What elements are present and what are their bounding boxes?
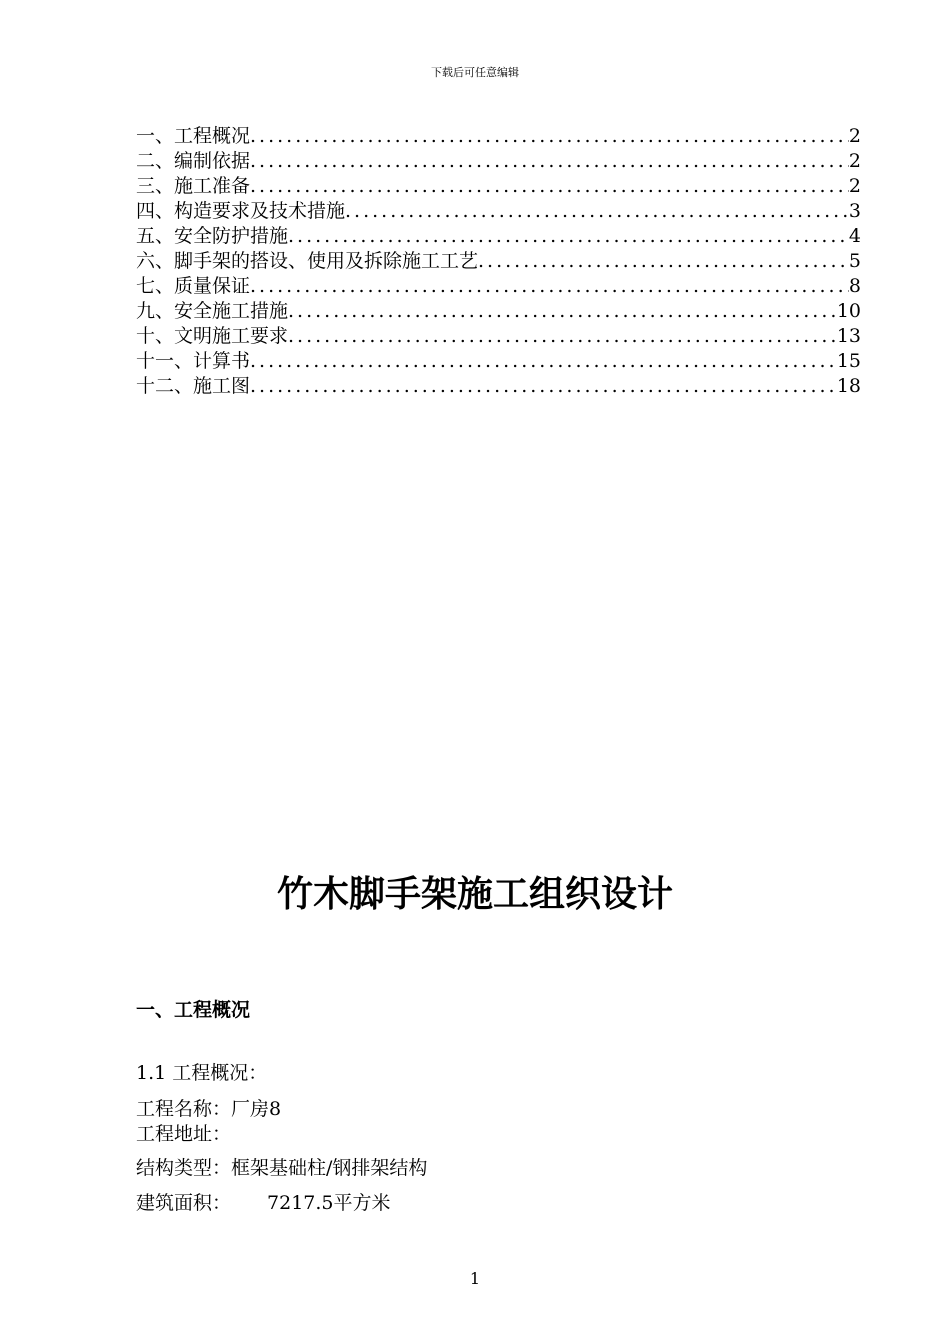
toc-entry-page: 2 [848, 150, 861, 172]
section-heading: 一、工程概况 [136, 999, 251, 1021]
toc-entry[interactable] [136, 224, 861, 249]
toc-entry-label: 十一、计算书 [136, 350, 251, 372]
project-name-value: 厂房8 [231, 1098, 282, 1120]
table-of-contents [136, 124, 861, 399]
toc-entry[interactable] [136, 299, 861, 324]
building-area-value: 7217.5平方米 [267, 1192, 391, 1214]
structure-type-line [136, 1155, 427, 1181]
toc-leader-dots [250, 174, 849, 199]
toc-leader-dots [250, 374, 837, 399]
toc-entry-label: 一、工程概况 [136, 125, 251, 147]
structure-type-label: 结构类型： [136, 1157, 232, 1179]
toc-entry-page: 2 [848, 125, 861, 147]
document-title: 竹木脚手架施工组织设计 [276, 874, 673, 915]
toc-leader-dots [250, 149, 849, 174]
toc-entry-page: 8 [848, 275, 861, 297]
project-address-label: 工程地址： [136, 1123, 232, 1145]
building-area-line [136, 1190, 391, 1216]
project-name-label: 工程名称： [136, 1098, 232, 1120]
toc-leader-dots [250, 349, 837, 374]
toc-entry[interactable] [136, 274, 861, 299]
project-address-line [136, 1121, 231, 1147]
page-number: 1 [469, 1269, 481, 1288]
toc-entry-page: 3 [848, 200, 861, 222]
toc-entry-page: 18 [836, 375, 861, 397]
toc-entry[interactable] [136, 324, 861, 349]
toc-entry-page: 4 [848, 225, 861, 247]
toc-entry-label: 九、安全施工措施 [136, 300, 289, 322]
toc-entry-label: 六、脚手架的搭设、使用及拆除施工工艺 [136, 250, 479, 272]
toc-entry-label: 四、构造要求及技术措施 [136, 200, 346, 222]
toc-entry-label: 十二、施工图 [136, 375, 251, 397]
toc-entry-label: 三、施工准备 [136, 175, 251, 197]
toc-entry-label: 二、编制依据 [136, 150, 251, 172]
toc-entry[interactable] [136, 199, 861, 224]
toc-entry-page: 5 [848, 250, 861, 272]
toc-leader-dots [345, 199, 849, 224]
building-area-label: 建筑面积： [136, 1192, 232, 1214]
toc-entry-label: 十、文明施工要求 [136, 325, 289, 347]
toc-leader-dots [288, 299, 837, 324]
project-name-line [136, 1096, 281, 1122]
toc-leader-dots [288, 324, 837, 349]
toc-entry-page: 10 [836, 300, 861, 322]
subsection-heading: 1.1 工程概况： [136, 1062, 268, 1084]
toc-entry[interactable] [136, 174, 861, 199]
toc-entry[interactable] [136, 124, 861, 149]
toc-leader-dots [250, 274, 849, 299]
toc-entry[interactable] [136, 249, 861, 274]
toc-entry-label: 五、安全防护措施 [136, 225, 289, 247]
structure-type-value: 框架基础柱/钢排架结构 [231, 1157, 428, 1179]
toc-entry[interactable] [136, 149, 861, 174]
toc-leader-dots [288, 224, 849, 249]
toc-leader-dots [250, 124, 849, 149]
toc-entry-page: 2 [848, 175, 861, 197]
toc-entry-label: 七、质量保证 [136, 275, 251, 297]
toc-entry-page: 13 [836, 325, 861, 347]
toc-entry[interactable] [136, 374, 861, 399]
toc-leader-dots [478, 249, 849, 274]
toc-entry[interactable] [136, 349, 861, 374]
page-header: 下载后可任意编辑 [431, 66, 519, 79]
toc-entry-page: 15 [836, 350, 861, 372]
